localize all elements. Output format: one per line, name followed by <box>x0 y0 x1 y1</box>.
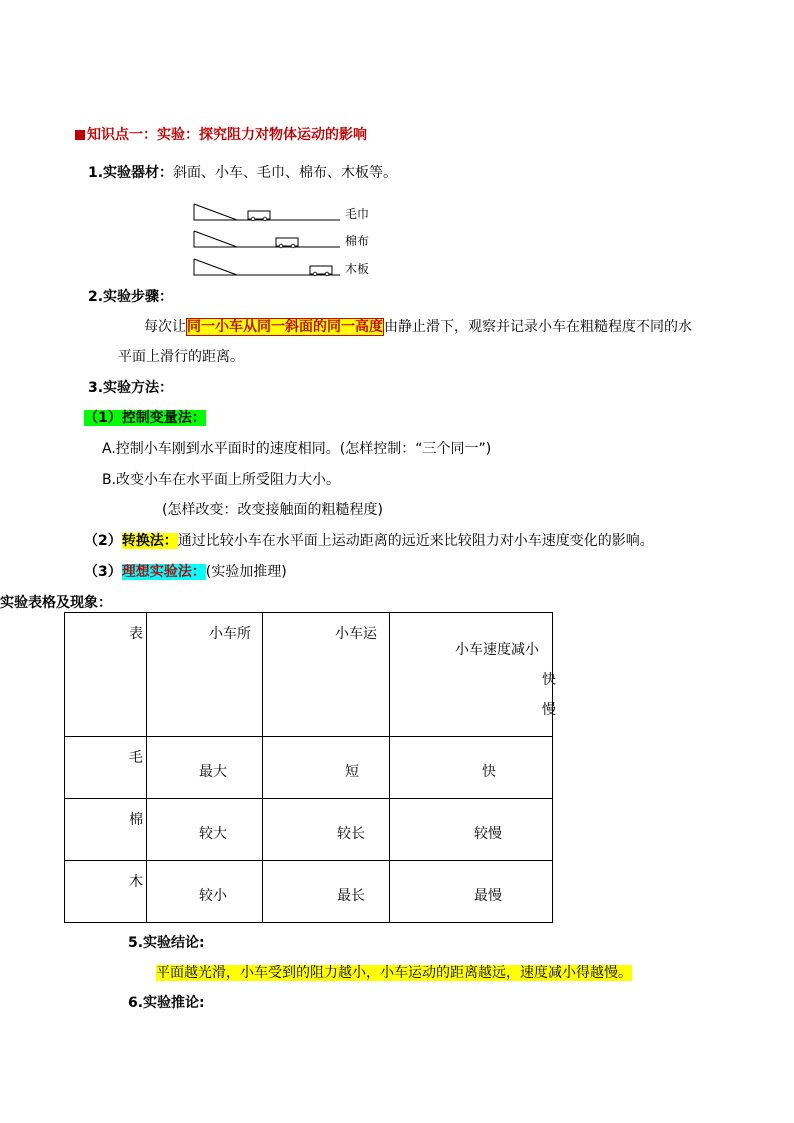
table-section-label: 实验表格及现象： <box>0 595 112 611</box>
surface-label-cotton: 棉布 <box>345 234 370 248</box>
table-header-row <box>65 613 553 737</box>
table-header-cell: 表 <box>65 613 147 737</box>
results-table <box>64 612 556 923</box>
step5-label: 5.实验结论: <box>128 935 205 951</box>
table-header-cell: 小车所 <box>147 613 263 737</box>
step6-label: 6.实验推论: <box>128 995 205 1011</box>
surface-label-towel: 毛巾 <box>345 207 370 221</box>
method1-a: A.控制小车刚到水平面时的速度相同。(怎样控制：“三个同一”) <box>102 441 492 457</box>
table-header-cell: 小车速度减小 快 慢 <box>390 613 553 737</box>
incline-row-towel <box>194 204 369 221</box>
surface-label-wood: 木板 <box>345 262 370 276</box>
step1-text: 斜面、小车、毛巾、棉布、木板等。 <box>173 165 398 181</box>
method1-b-note: (怎样改变：改变接触面的粗糙程度) <box>162 502 383 518</box>
red-square-icon <box>75 130 85 140</box>
table-row: 木 较小 最长 最慢 <box>65 861 553 923</box>
section-title: 知识点一：实验：探究阻力对物体运动的影响 <box>75 124 367 144</box>
table-row: 棉 较大 较长 较慢 <box>65 799 553 861</box>
method3-line: （3）理想实验法：(实验加推理) <box>84 564 287 580</box>
step5-text: 平面越光滑，小车受到的阻力越小，小车运动的距离越远，速度减小得越慢。 <box>156 965 632 981</box>
incline-row-cotton <box>194 231 369 248</box>
step2-highlight: 同一小车从同一斜面的同一高度 <box>187 319 383 335</box>
step2-label: 2.实验步骤： <box>88 289 174 305</box>
method2-label: 转换法： <box>121 533 178 549</box>
step2-line1: 每次让同一小车从同一斜面的同一高度由静止滑下，观察并记录小车在粗糙程度不同的水 <box>144 319 692 335</box>
table-row: 毛 最大 短 快 <box>65 737 553 799</box>
incline-row-wood <box>194 259 369 276</box>
step1-label: 1.实验器材： <box>88 165 174 181</box>
table-header-cell: 小车运 <box>263 613 390 737</box>
step3-label: 3.实验方法： <box>88 380 174 396</box>
step2-line2: 平面上滑行的距离。 <box>118 349 244 365</box>
incline-diagram <box>190 198 390 282</box>
method2-line: （2）转换法：通过比较小车在水平面上运动距离的远近来比较阻力对小车速度变化的影响。 <box>84 533 654 549</box>
method1-label: （1）控制变量法： <box>84 410 206 426</box>
method3-label: 理想实验法： <box>121 564 206 580</box>
step1-line <box>88 162 397 182</box>
method1-b: B.改变小车在水平面上所受阻力大小。 <box>102 472 341 488</box>
